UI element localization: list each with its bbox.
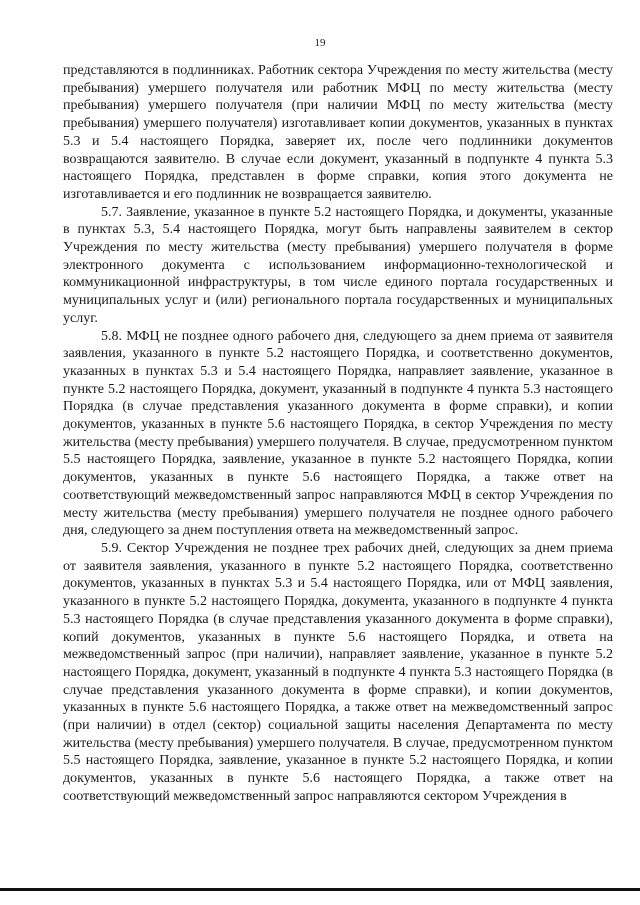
page-number: 19 — [314, 37, 326, 49]
paragraph-5-9: 5.9. Сектор Учреждения не позднее трех рабочих дней, следующих за днем приема от заявителя заявления, указанного в пункте 5.2 настоящего Порядка, соответственно документов, указанных в пунктах 5.3 и 5.4 настоящего Порядка, или от МФЦ заявления, указанного в пункте 5.2 настоящего Порядка, документа, указанного в подпункте 4 пункта 5.3 настоящего Порядка (в случае представления указанного документа в форме справки), копий документов, указанных в пункте 5.6 настоящего Порядка, и ответа на межведомственный запрос (при наличии), направляет заявление, указанное в пункте 5.2 настоящего Порядка, документ, указанный в подпункте 4 пункта 5.3 настоящего Порядка (в случае представления указанного документа в форме справки), и копии документов, указанных в пункте 5.6 настоящего Порядка, а также ответ на межведомственный запрос (при наличии) в отдел (сектор) социальной защиты населения Департамента по месту жительства (месту пребывания) умершего получателя. В случае, предусмотренном пунктом 5.5 настоящего Порядка, заявление, указанное в пункте 5.2 настоящего Порядка, и копии документов, указанных в пункте 5.6 настоящего Порядка, а также ответ на соответствующий межведомственный запрос направляются сектором Учреждения в — [63, 540, 613, 804]
paragraph-5-8: 5.8. МФЦ не позднее одного рабочего дня, следующего за днем приема от заявителя заявления, указанного в пункте 5.2 настоящего Порядка, и соответственно документов, указанных в пунктах 5.3 и 5.4 настоящего Порядка, направляет заявление, указанное в пункте 5.2 настоящего Порядка, документ, указанный в подпункте 4 пункта 5.3 настоящего Порядка (в случае представления указанного документа в форме справки), и копии документов, указанных в пункте 5.6 настоящего Порядка, в сектор Учреждения по месту жительства (месту пребывания) умершего получателя. В случае, предусмотренном пунктом 5.5 настоящего Порядка, заявление, указанное в пункте 5.2 настоящего Порядка, копии документов, указанных в пункте 5.6 настоящего Порядка, а также ответ на соответствующий межведомственный запрос направляются МФЦ в сектор Учреждения по месту жительства (месту пребывания) умершего получателя не позднее одного рабочего дня, следующего за днем поступления ответа на межведомственный запрос. — [63, 328, 613, 539]
paragraph-5-7: 5.7. Заявление, указанное в пункте 5.2 настоящего Порядка, и документы, указанные в пунктах 5.3, 5.4 настоящего Порядка, могут быть направлены заявителем в сектор Учреждения по месту жительства (месту пребывания) умершего получателя в форме электронного документа с использованием информационно-технологической и коммуникационной инфраструктуры, в том числе единого портала государственных и муниципальных услуг и (или) регионального портала государственных и муниципальных услуг. — [63, 204, 613, 326]
page-bottom-border — [0, 888, 640, 891]
paragraph-continuation: представляются в подлинниках. Работник сектора Учреждения по месту жительства (месту пребывания) умершего получателя или работник МФЦ по месту жительства (месту пребывания) умершего получателя (при наличии МФЦ по месту жительства (месту пребывания) умершего получателя) изготавливает копии документов, указанных в пунктах 5.3 и 5.4 настоящего Порядка, заверяет их, после чего подлинники документов возвращаются заявителю. В случае если документ, указанный в подпункте 4 пункта 5.3 настоящего Порядка, представлен в форме справки, копия этого документа не изготавливается и его подлинник не возвращается заявителю. — [63, 63, 613, 202]
document-body — [63, 62, 613, 806]
